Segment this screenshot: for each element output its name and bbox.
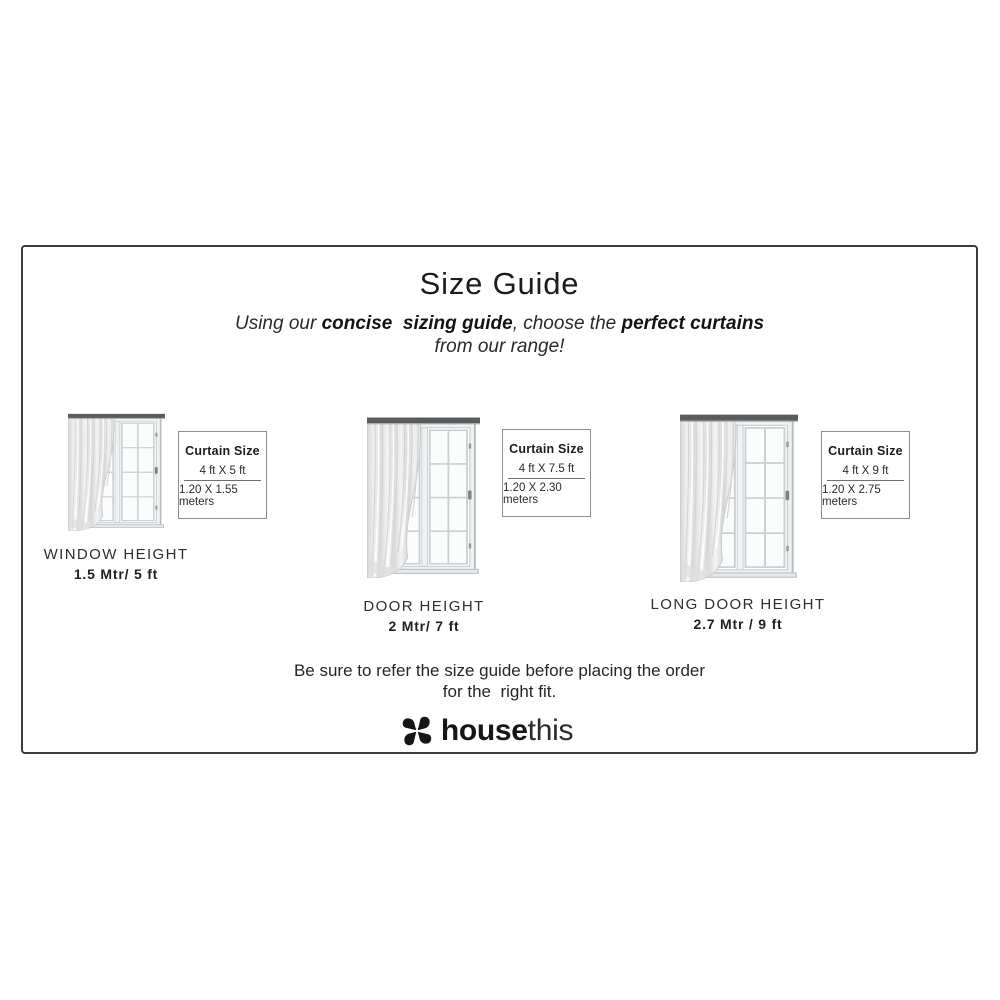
page-title: Size Guide [419, 266, 580, 301]
divider [827, 480, 904, 481]
size-in-meters: 1.20 X 1.55 meters [179, 484, 238, 508]
curtain-size-box [502, 429, 591, 517]
figure-caption [16, 546, 216, 582]
window-curtain-illustration [367, 415, 480, 578]
figure-height-value: 2.7 Mtr / 9 ft [693, 616, 783, 632]
figure-caption [638, 596, 838, 632]
size-in-feet: 4 ft X 7.5 ft [518, 463, 575, 475]
figure-height-value: 1.5 Mtr/ 5 ft [73, 566, 159, 582]
divider [184, 480, 261, 481]
size-in-meters: 1.20 X 2.75 meters [822, 484, 881, 508]
figure-door-height [324, 415, 596, 637]
brand-name-this: this [527, 714, 574, 747]
subtitle-line-2: from our range! [434, 336, 565, 357]
pinwheel-flower-icon [400, 714, 434, 748]
subtitle-text-2: , choose the [512, 313, 622, 334]
curtain-size-box [178, 431, 267, 519]
curtain-size-box-title: Curtain Size [509, 442, 584, 456]
brand-logo [8, 714, 965, 748]
figure-title: LONG DOOR HEIGHT [650, 596, 826, 613]
divider [508, 478, 585, 479]
figure-title: WINDOW HEIGHT [43, 546, 189, 563]
subtitle-bold-sizing-guide: concise sizing guide [321, 313, 513, 334]
size-in-meters: 1.20 X 2.30 meters [503, 482, 562, 506]
footer-note [21, 660, 978, 702]
curtain-size-box [821, 431, 910, 519]
figure-window-height [16, 412, 276, 594]
curtain-size-box-title: Curtain Size [828, 444, 903, 458]
brand-name-house: house [440, 714, 528, 747]
window-curtain-illustration [68, 412, 165, 531]
size-in-feet: 4 ft X 9 ft [842, 465, 889, 477]
figure-height-value: 2 Mtr/ 7 ft [388, 618, 460, 634]
window-curtain-illustration [680, 412, 798, 582]
curtain-size-box-title: Curtain Size [185, 444, 260, 458]
brand-name [441, 714, 573, 748]
figure-title: DOOR HEIGHT [363, 598, 485, 615]
figure-caption [324, 598, 524, 634]
figure-long-door-height [638, 412, 914, 634]
footer-note-line-1: Be sure to refer the size guide before placing the order [293, 661, 706, 680]
subtitle [21, 312, 978, 358]
footer-note-line-2: for the right fit. [442, 682, 557, 701]
size-in-feet: 4 ft X 5 ft [199, 465, 246, 477]
subtitle-bold-perfect-curtains: perfect curtains [621, 313, 765, 334]
subtitle-text-1: Using our [234, 313, 322, 334]
